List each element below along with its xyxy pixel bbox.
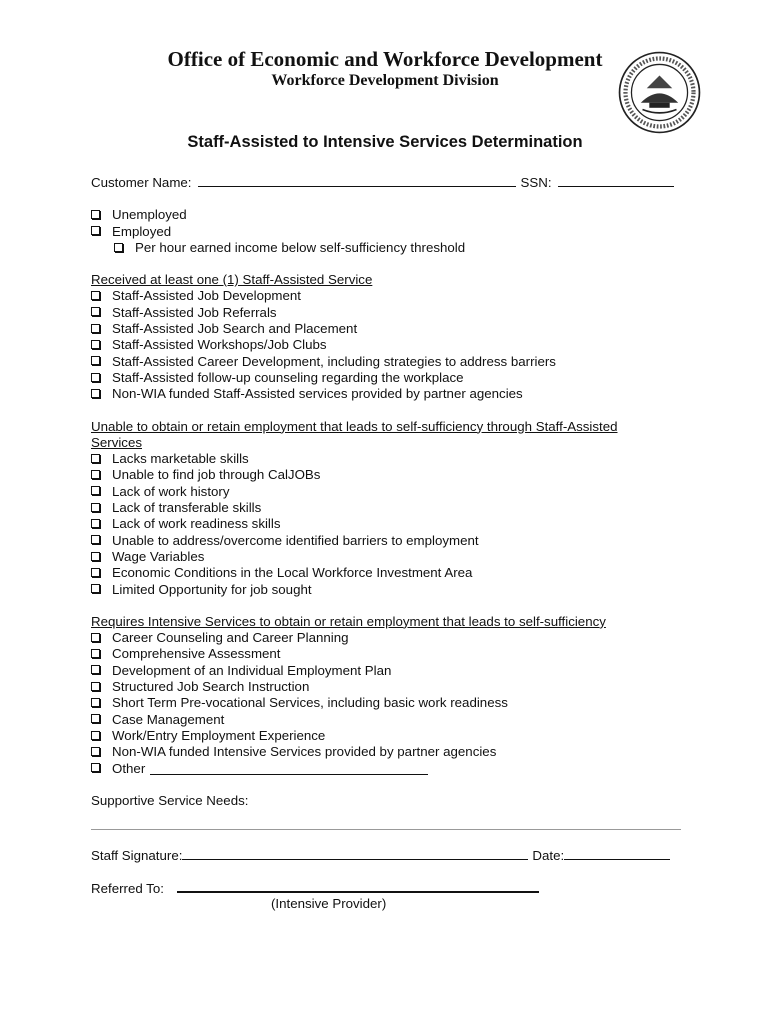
other-field[interactable]	[150, 762, 428, 775]
checkbox-item-income-below-threshold[interactable]	[91, 240, 691, 256]
checkbox-icon[interactable]	[91, 454, 100, 463]
item-label: Lacks marketable skills	[112, 451, 249, 467]
checkbox-icon[interactable]	[91, 552, 100, 561]
item-label: Per hour earned income below self-sufficiency threshold	[135, 239, 466, 255]
item-label: Staff-Assisted follow-up counseling regarding the workplace	[112, 369, 464, 385]
checkbox-icon[interactable]	[91, 389, 100, 398]
list-item[interactable]	[91, 679, 691, 695]
checkbox-icon[interactable]	[91, 340, 100, 349]
list-item[interactable]	[91, 451, 691, 467]
checkbox-item-employed[interactable]	[91, 224, 691, 240]
list-item[interactable]	[91, 386, 691, 402]
list-item[interactable]	[91, 695, 691, 711]
list-item[interactable]	[91, 467, 691, 483]
checkbox-icon[interactable]	[91, 665, 100, 674]
checkbox-icon[interactable]	[91, 470, 100, 479]
checkbox-icon[interactable]	[91, 714, 100, 723]
division-subtitle: Workforce Development Division	[271, 72, 499, 89]
list-item[interactable]	[91, 484, 691, 500]
item-label: Economic Conditions in the Local Workforce Investment Area	[112, 565, 473, 581]
list-item[interactable]	[91, 744, 691, 760]
checkbox-icon[interactable]	[91, 373, 100, 382]
list-item[interactable]	[91, 712, 691, 728]
item-label: Non-WIA funded Intensive Services provided by partner agencies	[112, 744, 497, 760]
staff-signature-label: Staff Signature:	[91, 848, 183, 863]
intensive-provider-caption: (Intensive Provider)	[271, 896, 387, 911]
list-item[interactable]	[91, 663, 691, 679]
list-item[interactable]	[91, 565, 691, 581]
item-label: Staff-Assisted Career Development, including strategies to address barriers	[112, 353, 556, 369]
checkbox-item-unemployed[interactable]	[91, 207, 691, 223]
checkbox-icon[interactable]	[91, 649, 100, 658]
item-label: Employed	[112, 223, 172, 239]
list-item[interactable]	[91, 370, 691, 386]
checkbox-icon[interactable]	[91, 747, 100, 756]
referral-row	[91, 879, 539, 896]
checkbox-icon[interactable]	[114, 243, 123, 252]
section-heading-requires-intensive: Requires Intensive Services to obtain or retain employment that leads to self-sufficiency	[91, 613, 606, 629]
checkbox-icon[interactable]	[91, 763, 100, 772]
ssn-label: SSN:	[520, 175, 552, 190]
list-item[interactable]	[91, 549, 691, 565]
item-label: Lack of transferable skills	[112, 500, 262, 516]
office-title: Office of Economic and Workforce Development	[167, 47, 603, 71]
list-item[interactable]	[91, 646, 691, 662]
item-label: Unable to address/overcome identified barriers to employment	[112, 532, 479, 548]
checkbox-icon[interactable]	[91, 307, 100, 316]
ssn-field[interactable]	[558, 174, 674, 187]
checkbox-icon[interactable]	[91, 535, 100, 544]
item-label: Structured Job Search Instruction	[112, 679, 310, 695]
customer-name-label: Customer Name:	[91, 175, 192, 190]
date-label: Date:	[532, 848, 565, 863]
checkbox-icon[interactable]	[91, 210, 100, 219]
item-label: Lack of work history	[112, 483, 230, 499]
checkbox-icon[interactable]	[91, 356, 100, 365]
item-label: Career Counseling and Career Planning	[112, 630, 349, 646]
item-label: Work/Entry Employment Experience	[112, 727, 326, 743]
item-label: Staff-Assisted Workshops/Job Clubs	[112, 337, 327, 353]
other-label: Other	[112, 760, 146, 776]
checkbox-icon[interactable]	[91, 324, 100, 333]
list-item[interactable]	[91, 533, 691, 549]
list-item[interactable]	[91, 516, 691, 532]
checkbox-icon[interactable]	[91, 226, 100, 235]
checkbox-icon[interactable]	[91, 584, 100, 593]
date-field[interactable]	[564, 847, 670, 860]
referred-to-field[interactable]	[177, 879, 539, 893]
checkbox-item-other[interactable]	[91, 761, 691, 777]
item-label: Comprehensive Assessment	[112, 646, 281, 662]
divider	[91, 829, 681, 830]
list-item[interactable]	[91, 582, 691, 598]
item-label: Staff-Assisted Job Referrals	[112, 304, 277, 320]
item-label: Staff-Assisted Job Search and Placement	[112, 321, 358, 337]
checkbox-icon[interactable]	[91, 519, 100, 528]
list-item[interactable]	[91, 288, 691, 304]
list-item[interactable]	[91, 321, 691, 337]
customer-row	[91, 174, 691, 191]
checkbox-icon[interactable]	[91, 568, 100, 577]
checkbox-icon[interactable]	[91, 698, 100, 707]
list-item[interactable]	[91, 728, 691, 744]
city-seal-icon	[617, 50, 702, 135]
checkbox-icon[interactable]	[91, 486, 100, 495]
list-item[interactable]	[91, 354, 691, 370]
list-item[interactable]	[91, 337, 691, 353]
section-heading-unable-to-obtain: Unable to obtain or retain employment that leads to self-sufficiency through Staff-Assisted Services	[91, 418, 618, 450]
item-label: Development of an Individual Employment Plan	[112, 662, 392, 678]
item-label: Unable to find job through CalJOBs	[112, 467, 321, 483]
item-label: Non-WIA funded Staff-Assisted services provided by partner agencies	[112, 386, 523, 402]
checkbox-icon[interactable]	[91, 291, 100, 300]
staff-signature-field[interactable]	[182, 847, 528, 860]
item-label: Unemployed	[112, 207, 187, 223]
item-label: Lack of work readiness skills	[112, 516, 281, 532]
referred-to-label: Referred To:	[91, 881, 164, 896]
list-item[interactable]	[91, 305, 691, 321]
checkbox-icon[interactable]	[91, 731, 100, 740]
section-heading-staff-assisted: Received at least one (1) Staff-Assisted Service	[91, 272, 373, 288]
item-label: Short Term Pre-vocational Services, including basic work readiness	[112, 695, 508, 711]
checkbox-icon[interactable]	[91, 503, 100, 512]
checkbox-icon[interactable]	[91, 633, 100, 642]
form-body	[91, 174, 691, 809]
item-label: Wage Variables	[112, 548, 205, 564]
list-item[interactable]	[91, 500, 691, 516]
item-label: Staff-Assisted Job Development	[112, 288, 301, 304]
form-title: Staff-Assisted to Intensive Services Determination	[187, 133, 583, 151]
item-label: Case Management	[112, 711, 225, 727]
signature-row	[91, 847, 670, 863]
list-item[interactable]	[91, 630, 691, 646]
checkbox-icon[interactable]	[91, 682, 100, 691]
customer-name-field[interactable]	[198, 174, 516, 187]
supportive-service-label: Supportive Service Needs:	[91, 792, 249, 808]
item-label: Limited Opportunity for job sought	[112, 581, 312, 597]
